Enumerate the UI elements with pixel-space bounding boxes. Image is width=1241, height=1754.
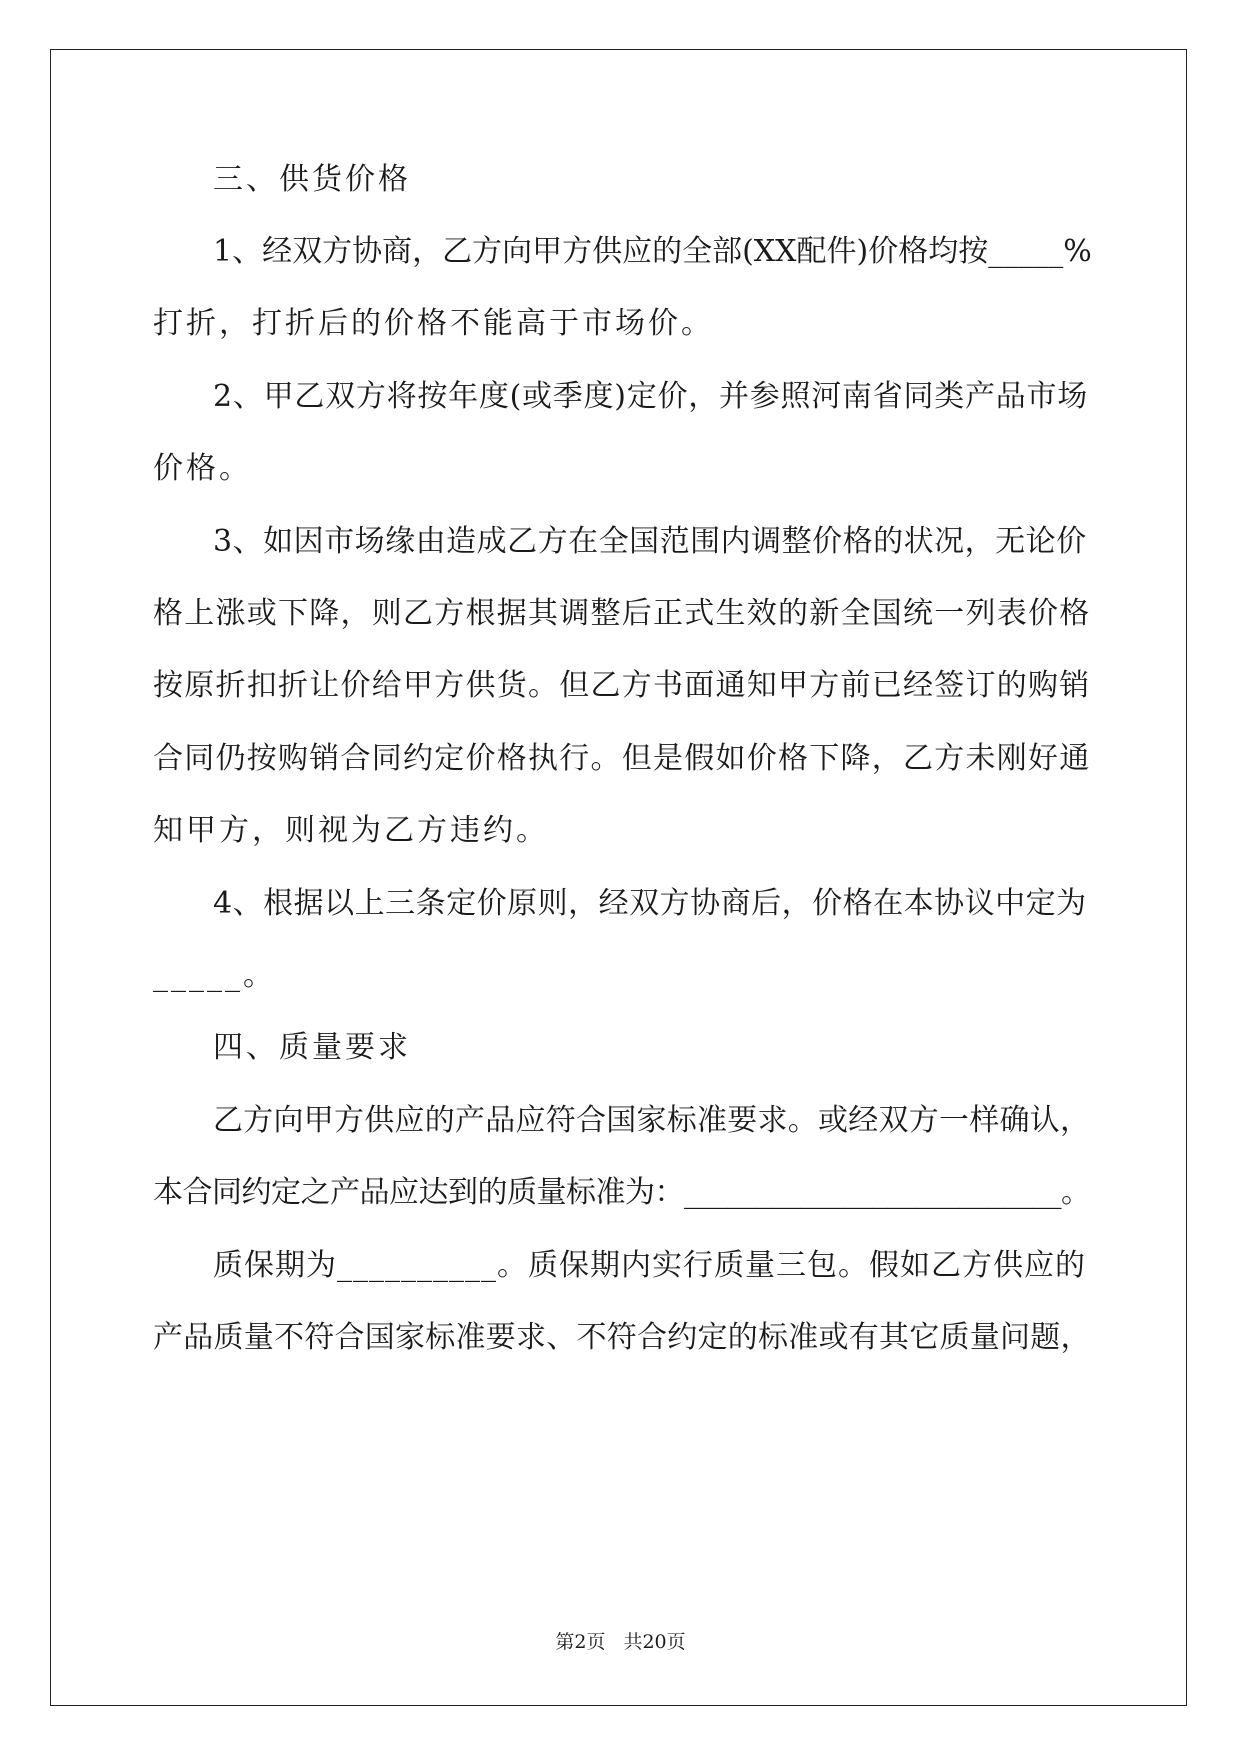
paragraph-line: 格上涨或下降，则乙方根据其调整后正式生效的新全国统一列表价格	[153, 596, 1091, 631]
section-heading-supply-price: 三、供货价格	[213, 162, 411, 197]
page-prefix: 第	[555, 1631, 575, 1653]
paragraph-line: 乙方向甲方供应的产品应符合国家标准要求。或经双方一样确认，	[213, 1103, 1091, 1138]
total-pages: 20	[642, 1631, 667, 1653]
paragraph-line: 质保期为__________。质保期内实行质量三包。假如乙方供应的	[213, 1248, 1086, 1283]
page-number: 2	[574, 1631, 587, 1653]
paragraph-line: 价格。	[153, 451, 252, 486]
paragraph-line: 产品质量不符合国家标准要求、不符合约定的标准或有其它质量问题，	[153, 1320, 1091, 1355]
paragraph-line: 打折，打折后的价格不能高于市场价。	[153, 306, 714, 341]
paragraph-line: 2、甲乙双方将按年度(或季度)定价，并参照河南省同类产品市场	[213, 379, 1088, 414]
page-border	[50, 49, 1187, 1706]
section-heading-quality: 四、质量要求	[213, 1030, 411, 1065]
paragraph-line: 3、如因市场缘由造成乙方在全国范围内调整价格的状况，无论价	[213, 524, 1087, 559]
page-footer	[0, 1630, 1241, 1654]
paragraph-line: 4、根据以上三条定价原则，经双方协商后，价格在本协议中定为	[213, 886, 1087, 921]
paragraph-line: 知甲方，则视为乙方违约。	[153, 813, 549, 848]
paragraph-line: _____。	[153, 958, 276, 993]
page-suffix: 页	[586, 1631, 606, 1653]
paragraph-line: 本合同约定之产品应达到的质量标准为：__________________________。	[153, 1175, 1091, 1210]
paragraph-line: 按原折扣折让价给甲方供货。但乙方书面通知甲方前已经签订的购销	[153, 668, 1091, 703]
total-prefix: 共	[623, 1631, 643, 1653]
paragraph-line: 1、经双方协商，乙方向甲方供应的全部(XX配件)价格均按_____%	[213, 234, 1092, 269]
paragraph-line: 合同仍按购销合同约定价格执行。但是假如价格下降，乙方未刚好通	[153, 741, 1091, 776]
total-suffix: 页	[666, 1631, 686, 1653]
